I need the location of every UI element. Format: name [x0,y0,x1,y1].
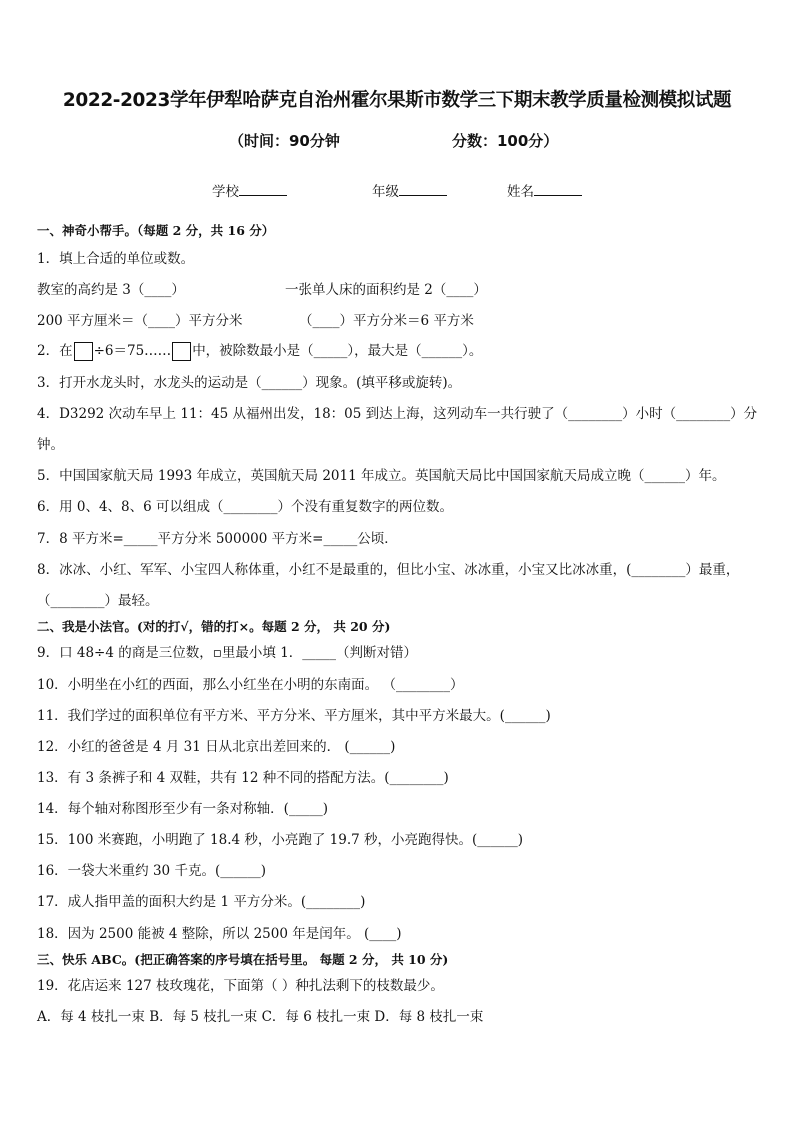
question-1d: （____）平方分米＝6 平方米 [299,313,474,329]
question-11: 11．我们学过的面积单位有平方米、平方分米、平方厘米，其中平方米最大。(______) [37,708,551,724]
question-1a: 教室的高约是 3（____） [37,282,185,298]
question-19-options: A．每 4 枝扎一束 B．每 5 枝扎一束 C．每 6 枝扎一束 D．每 8 枝扎一束 [37,1009,484,1025]
section-3-heading: 三、快乐 ABC。(把正确答案的序号填在括号里。 每题 2 分， 共 10 分) [37,952,449,967]
name-blank[interactable] [534,181,582,196]
question-13: 13．有 3 条裤子和 4 双鞋，共有 12 种不同的搭配方法。(________) [37,770,449,786]
question-19: 19．花店运来 127 枝玫瑰花，下面第（ ）种扎法剩下的枝数最少。 [37,978,444,994]
school-blank[interactable] [239,181,287,196]
question-17: 17．成人指甲盖的面积大约是 1 平方分米。(________) [37,894,366,910]
grade-blank[interactable] [399,181,447,196]
dividend-box[interactable] [74,342,93,361]
question-2-suffix: 中，被除数最小是（_____），最大是（______）。 [192,343,483,359]
school-label: 学校 [212,184,239,200]
question-14: 14．每个轴对称图形至少有一条对称轴．(_____) [37,801,328,817]
question-1b: 一张单人床的面积约是 2（____） [285,282,487,298]
question-6: 6．用 0、4、8、6 可以组成（________）个没有重复数字的两位数。 [37,499,454,515]
question-10: 10．小明坐在小红的西面，那么小红坐在小明的东南面。 （________） [37,677,464,693]
question-8-cont: （________）最轻。 [37,593,159,609]
name-field[interactable] [507,180,582,200]
question-16: 16．一袋大米重约 30 千克。(______) [37,863,266,879]
remainder-box[interactable] [172,342,191,361]
question-8: 8．冰冰、小红、军军、小宝四人称体重，小红不是最重的，但比小宝、冰冰重，小宝又比冰冰重，(________）最重， [37,562,740,578]
question-4: 4．D3292 次动车早上 11：45 从福州出发，18：05 到达上海，这列动车一共行驶了（________）小时（________）分 [37,406,758,422]
question-2-prefix: 2．在 [37,343,73,359]
question-18: 18．因为 2500 能被 4 整除，所以 2500 年是闰年。 (____) [37,926,402,942]
exam-score: 分数：100分） [452,132,559,150]
name-label: 姓名 [507,184,534,200]
question-9: 9．口 48÷4 的商是三位数，▫里最小填 1．_____（判断对错） [37,645,418,661]
grade-field[interactable] [372,180,447,200]
section-2-heading: 二、我是小法官。(对的打√，错的打×。每题 2 分， 共 20 分) [37,619,391,634]
question-1c: 200 平方厘米＝（____）平方分米 [37,313,243,329]
question-1: 1．填上合适的单位或数。 [37,251,195,267]
question-15: 15．100 米赛跑，小明跑了 18.4 秒，小亮跑了 19.7 秒，小亮跑得快。(______) [37,832,524,848]
question-2 [37,342,482,361]
page-title: 2022-2023学年伊犁哈萨克自治州霍尔果斯市数学三下期末教学质量检测模拟试题 [62,90,732,111]
question-12: 12．小红的爸爸是 4 月 31 日从北京出差回来的． (______) [37,739,396,755]
exam-time: （时间：90分钟 [229,132,340,150]
section-1-heading: 一、神奇小帮手。（每题 2 分，共 16 分） [37,223,275,238]
school-field[interactable] [212,180,287,200]
question-5: 5．中国国家航天局 1993 年成立，英国航天局 2011 年成立。英国航天局比中国国家航天局成立晚（______）年。 [37,468,726,484]
grade-label: 年级 [372,184,399,200]
question-2-middle: ÷6＝75…… [93,343,172,359]
question-3: 3．打开水龙头时，水龙头的运动是（______）现象。(填平移或旋转)。 [37,375,462,391]
question-7: 7．8 平方米=_____平方分米 500000 平方米=_____公顷． [37,531,398,547]
question-4-cont: 钟。 [37,437,64,453]
